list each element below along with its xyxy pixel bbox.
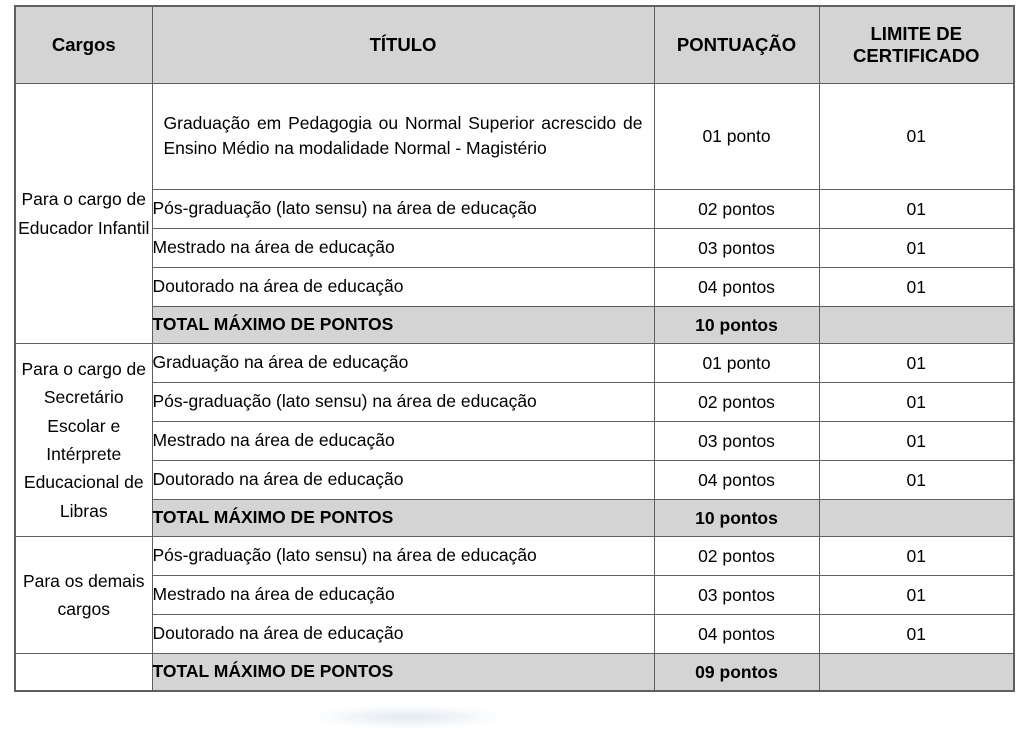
total-label: TOTAL MÁXIMO DE PONTOS xyxy=(152,307,654,344)
total-row xyxy=(15,307,1014,344)
cargo-group-label-2: Para o cargo de Secretário Escolar e Intérprete Educacional de Libras xyxy=(15,344,152,537)
table-row xyxy=(15,268,1014,307)
total-limite xyxy=(819,307,1014,344)
limite-cell: 01 xyxy=(819,615,1014,654)
column-header-limite-certificado: LIMITE DE CERTIFICADO xyxy=(819,6,1014,84)
table-row xyxy=(15,615,1014,654)
titles-table-container xyxy=(14,5,1013,692)
titulo-cell: Graduação na área de educação xyxy=(152,344,654,383)
table-row xyxy=(15,422,1014,461)
limite-cell: 01 xyxy=(819,422,1014,461)
titulo-cell: Pós-graduação (lato sensu) na área de educação xyxy=(152,190,654,229)
page-watermark xyxy=(318,706,498,728)
table-header-row xyxy=(15,6,1014,84)
table-row xyxy=(15,576,1014,615)
pontuacao-cell: 03 pontos xyxy=(654,576,819,615)
pontuacao-cell: 02 pontos xyxy=(654,537,819,576)
pontuacao-cell: 04 pontos xyxy=(654,615,819,654)
table-header xyxy=(15,6,1014,84)
page-top-text-fragment xyxy=(0,0,1024,2)
titulo-cell: Mestrado na área de educação xyxy=(152,229,654,268)
titulo-cell: Doutorado na área de educação xyxy=(152,461,654,500)
total-row xyxy=(15,654,1014,692)
table-row xyxy=(15,383,1014,422)
limite-cell: 01 xyxy=(819,461,1014,500)
limite-cell: 01 xyxy=(819,576,1014,615)
total-label: TOTAL MÁXIMO DE PONTOS xyxy=(152,654,654,692)
limite-cell: 01 xyxy=(819,84,1014,190)
table-row xyxy=(15,344,1014,383)
total-pontuacao: 10 pontos xyxy=(654,307,819,344)
titulo-cell: Mestrado na área de educação xyxy=(152,422,654,461)
table-row xyxy=(15,461,1014,500)
cargo-group-label-3: Para os demais cargos xyxy=(15,537,152,654)
pontuacao-cell: 04 pontos xyxy=(654,461,819,500)
titulo-cell: Pós-graduação (lato sensu) na área de educação xyxy=(152,383,654,422)
titulo-cell: Pós-graduação (lato sensu) na área de educação xyxy=(152,537,654,576)
pontuacao-cell: 04 pontos xyxy=(654,268,819,307)
table-row xyxy=(15,229,1014,268)
total-pontuacao: 10 pontos xyxy=(654,500,819,537)
pontuacao-cell: 03 pontos xyxy=(654,229,819,268)
column-header-pontuacao: PONTUAÇÃO xyxy=(654,6,819,84)
titulo-cell: Graduação em Pedagogia ou Normal Superior acrescido de Ensino Médio na modalidade Normal - Magistério xyxy=(152,84,654,190)
total-cargo-empty xyxy=(15,654,152,692)
total-limite xyxy=(819,654,1014,692)
limite-cell: 01 xyxy=(819,537,1014,576)
total-limite xyxy=(819,500,1014,537)
pontuacao-cell: 03 pontos xyxy=(654,422,819,461)
limite-cell: 01 xyxy=(819,268,1014,307)
column-header-titulo: TÍTULO xyxy=(152,6,654,84)
titles-scoring-table xyxy=(14,5,1015,692)
limite-cell: 01 xyxy=(819,190,1014,229)
titulo-cell: Doutorado na área de educação xyxy=(152,615,654,654)
table-row xyxy=(15,84,1014,190)
column-header-cargos: Cargos xyxy=(15,6,152,84)
limite-cell: 01 xyxy=(819,344,1014,383)
pontuacao-cell: 01 ponto xyxy=(654,344,819,383)
pontuacao-cell: 02 pontos xyxy=(654,190,819,229)
limite-cell: 01 xyxy=(819,383,1014,422)
total-row xyxy=(15,500,1014,537)
cargo-group-label-1: Para o cargo de Educador Infantil xyxy=(15,84,152,344)
table-row xyxy=(15,190,1014,229)
table-row xyxy=(15,537,1014,576)
table-body xyxy=(15,84,1014,692)
pontuacao-cell: 01 ponto xyxy=(654,84,819,190)
limite-cell: 01 xyxy=(819,229,1014,268)
total-pontuacao: 09 pontos xyxy=(654,654,819,692)
total-label: TOTAL MÁXIMO DE PONTOS xyxy=(152,500,654,537)
titulo-cell: Mestrado na área de educação xyxy=(152,576,654,615)
pontuacao-cell: 02 pontos xyxy=(654,383,819,422)
titulo-cell: Doutorado na área de educação xyxy=(152,268,654,307)
